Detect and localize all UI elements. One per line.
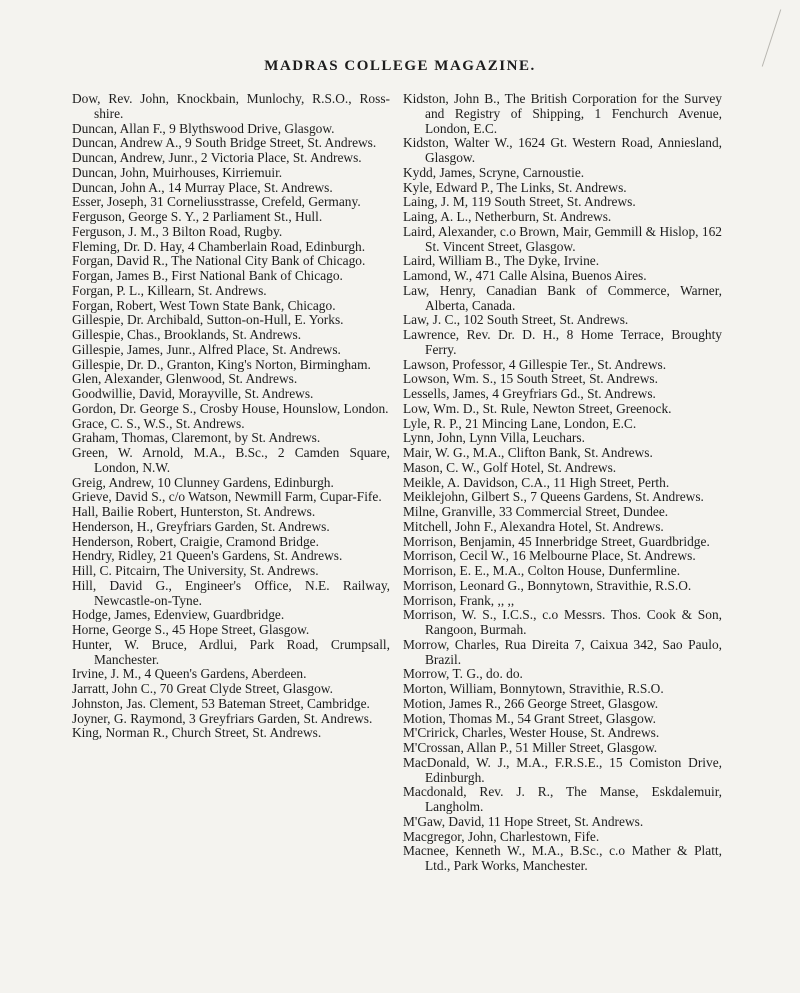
directory-entry: Ferguson, J. M., 3 Bilton Road, Rugby. [72, 223, 283, 239]
directory-entry: Gordon, Dr. George S., Crosby House, Hounslow, London. [72, 400, 389, 416]
directory-entry: Morton, William, Bonnytown, Stravithie, R.S.O. [403, 681, 664, 696]
directory-entry: Gillespie, Dr. D., Granton, King's Norton, Birmingham. [72, 356, 371, 372]
directory-entry: Forgan, David R., The National City Bank of Chicago. [72, 253, 366, 269]
directory-entry: Lowson, Wm. S., 15 South Street, St. Andrews. [403, 371, 658, 387]
directory-entry: Hall, Bailie Robert, Hunterston, St. Andrews. [72, 504, 316, 519]
directory-entry: Meikle, A. Davidson, C.A., 11 High Street, Perth. [403, 474, 670, 490]
directory-entry: Gillespie, James, Junr., Alfred Place, St. Andrews. [72, 341, 341, 357]
directory-entry: Johnston, Jas. Clement, 53 Bateman Street, Cambridge. [72, 695, 370, 711]
directory-entry: Kidston, Walter W., 1624 Gt. Western Road, Anniesland, Glasgow. [403, 135, 722, 165]
directory-entry: Glen, Alexander, Glenwood, St. Andrews. [72, 371, 298, 387]
directory-entry: Forgan, Robert, West Town State Bank, Chicago. [72, 297, 336, 313]
directory-entry: Mason, C. W., Golf Hotel, St. Andrews. [403, 459, 617, 475]
directory-column-left [72, 92, 390, 741]
directory-entry: Graham, Thomas, Claremont, by St. Andrews. [72, 430, 321, 446]
directory-entry: Jarratt, John C., 70 Great Clyde Street, Glasgow. [72, 681, 333, 696]
directory-entry: Kyle, Edward P., The Links, St. Andrews. [403, 179, 627, 195]
directory-entry: Morrison, Frank, ,, ,, [403, 592, 515, 608]
directory-entry: Gillespie, Chas., Brooklands, St. Andrews. [72, 327, 302, 342]
directory-entry: Lamond, W., 471 Calle Alsina, Buenos Aires. [403, 268, 647, 283]
directory-entry: Hill, David G., Engineer's Office, N.E. Railway, Newcastle-on-Tyne. [72, 577, 390, 608]
directory-entry: Forgan, P. L., Killearn, St. Andrews. [72, 282, 267, 298]
directory-entry: Hill, C. Pitcairn, The University, St. Andrews. [72, 563, 319, 578]
directory-entry: Low, Wm. D., St. Rule, Newton Street, Greenock. [403, 400, 672, 416]
directory-entry: Duncan, John, Muirhouses, Kirriemuir. [72, 164, 283, 180]
directory-entry: Meiklejohn, Gilbert S., 7 Queens Gardens, St. Andrews. [403, 489, 704, 505]
directory-entry: Lyle, R. P., 21 Mincing Lane, London, E.C. [403, 415, 637, 431]
directory-entry: Morrow, Charles, Rua Direita 7, Caixua 342, Sao Paulo, Brazil. [403, 636, 722, 667]
directory-entry: Macnee, Kenneth W., M.A., B.Sc., c.o Mather & Platt, Ltd., Park Works, Manchester. [403, 843, 722, 873]
directory-entry: Laing, J. M, 119 South Street, St. Andrews. [403, 194, 636, 210]
directory-entry: Morrison, Leonard G., Bonnytown, Stravithie, R.S.O. [403, 577, 692, 593]
directory-entry: Lawson, Professor, 4 Gillespie Ter., St. Andrews. [403, 356, 667, 372]
directory-entry: Morrison, W. S., I.C.S., c.o Messrs. Thos. Cook & Son, Rangoon, Burmah. [403, 607, 722, 637]
directory-entry: Henderson, H., Greyfriars Garden, St. Andrews. [72, 518, 330, 534]
directory-entry: Grieve, David S., c/o Watson, Newmill Farm, Cupar-Fife. [72, 489, 382, 505]
directory-entry: Irvine, J. M., 4 Queen's Gardens, Aberdeen. [72, 666, 307, 682]
directory-entry: Morrison, Benjamin, 45 Innerbridge Street, Guardbridge. [403, 533, 710, 549]
directory-entry: Lynn, John, Lynn Villa, Leuchars. [403, 430, 585, 446]
directory-entry: Kidston, John B., The British Corporation for the Survey and Registry of Shipping, 1 Fenchurch Avenue, London, E.C. [403, 91, 722, 136]
directory-entry: Mitchell, John F., Alexandra Hotel, St. Andrews. [403, 518, 664, 534]
directory-entry: Laird, Alexander, c.o Brown, Mair, Gemmill & Hislop, 162 St. Vincent Street, Glasgow. [403, 223, 722, 254]
directory-entry: Lawrence, Rev. Dr. D. H., 8 Home Terrace, Broughty Ferry. [403, 327, 722, 357]
directory-entry: Duncan, John A., 14 Murray Place, St. Andrews. [72, 179, 333, 195]
directory-entry: Duncan, Andrew A., 9 South Bridge Street, St. Andrews. [72, 135, 377, 151]
directory-entry: Motion, Thomas M., 54 Grant Street, Glasgow. [403, 710, 656, 726]
directory-entry: Forgan, James B., First National Bank of Chicago. [72, 268, 343, 283]
directory-entry: Duncan, Andrew, Junr., 2 Victoria Place, St. Andrews. [72, 150, 362, 165]
directory-entry: Dow, Rev. John, Knockbain, Munlochy, R.S.O., Ross-shire. [72, 91, 390, 121]
directory-entry: M'Gaw, David, 11 Hope Street, St. Andrews. [403, 813, 644, 829]
directory-column-right [403, 92, 722, 874]
directory-entry: Macdonald, Rev. J. R., The Manse, Eskdalemuir, Langholm. [403, 784, 722, 814]
directory-entry: MacDonald, W. J., M.A., F.R.S.E., 15 Comiston Drive, Edinburgh. [403, 754, 722, 785]
directory-entry: King, Norman R., Church Street, St. Andrews. [72, 725, 322, 741]
directory-entry: Grace, C. S., W.S., St. Andrews. [72, 415, 245, 431]
directory-entry: Horne, George S., 45 Hope Street, Glasgow. [72, 622, 310, 637]
directory-entry: Joyner, G. Raymond, 3 Greyfriars Garden, St. Andrews. [72, 710, 373, 726]
directory-entry: M'Crossan, Allan P., 51 Miller Street, Glasgow. [403, 740, 658, 755]
directory-entry: Laing, A. L., Netherburn, St. Andrews. [403, 209, 612, 224]
directory-entry: Hunter, W. Bruce, Ardlui, Park Road, Crumpsall, Manchester. [72, 636, 390, 667]
directory-entry: Esser, Joseph, 31 Corneliusstrasse, Crefeld, Germany. [72, 194, 361, 210]
directory-entry: Henderson, Robert, Craigie, Cramond Bridge. [72, 533, 319, 549]
page-title: MADRAS COLLEGE MAGAZINE. [264, 58, 536, 74]
directory-entry: Hendry, Ridley, 21 Queen's Gardens, St. Andrews. [72, 548, 343, 564]
directory-entry: Goodwillie, David, Morayville, St. Andrews. [72, 386, 314, 401]
directory-entry: Milne, Granville, 33 Commercial Street, Dundee. [403, 504, 669, 519]
directory-entry: Hodge, James, Edenview, Guardbridge. [72, 607, 285, 623]
directory-entry: Green, W. Arnold, M.A., B.Sc., 2 Camden Square, London, N.W. [72, 445, 390, 475]
directory-entry: Duncan, Allan F., 9 Blythswood Drive, Glasgow. [72, 120, 335, 136]
directory-entry: Morrison, Cecil W., 16 Melbourne Place, St. Andrews. [403, 548, 696, 564]
directory-entry: Gillespie, Dr. Archibald, Sutton-on-Hull, E. Yorks. [72, 312, 344, 328]
directory-entry: Law, Henry, Canadian Bank of Commerce, Warner, Alberta, Canada. [403, 282, 722, 313]
directory-entry: Mair, W. G., M.A., Clifton Bank, St. Andrews. [403, 445, 653, 460]
directory-entry: Law, J. C., 102 South Street, St. Andrews. [403, 312, 629, 328]
directory-entry: Macgregor, John, Charlestown, Fife. [403, 828, 600, 844]
directory-entry: Laird, William B., The Dyke, Irvine. [403, 253, 600, 269]
directory-entry: Fleming, Dr. D. Hay, 4 Chamberlain Road, Edinburgh. [72, 238, 366, 254]
directory-entry: Morrow, T. G., do. do. [403, 666, 523, 682]
directory-entry: Lessells, James, 4 Greyfriars Gd., St. Andrews. [403, 386, 656, 401]
directory-entry: Motion, James R., 266 George Street, Glasgow. [403, 695, 659, 711]
directory-entry: M'Cririck, Charles, Wester House, St. Andrews. [403, 725, 660, 741]
directory-entry: Ferguson, George S. Y., 2 Parliament St., Hull. [72, 209, 323, 224]
directory-entry: Kydd, James, Scryne, Carnoustie. [403, 164, 585, 180]
directory-entry: Greig, Andrew, 10 Clunney Gardens, Edinburgh. [72, 474, 334, 490]
directory-entry: Morrison, E. E., M.A., Colton House, Dunfermline. [403, 563, 681, 578]
